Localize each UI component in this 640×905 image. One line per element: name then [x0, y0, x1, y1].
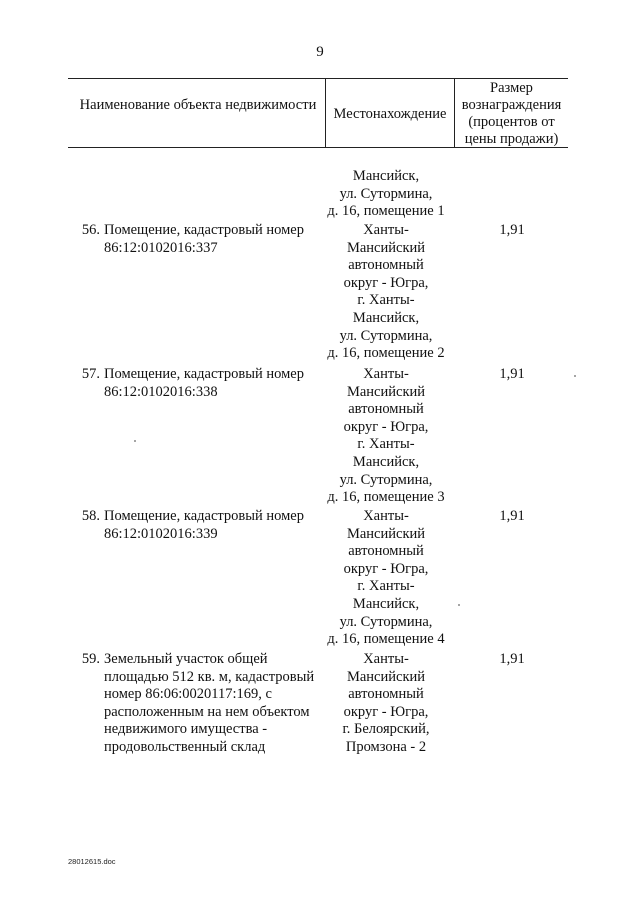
column-header-location: Местонахождение: [333, 106, 447, 122]
row-fee: 1,91: [499, 366, 525, 382]
row-object-name: Земельный участок общей площадью 512 кв. м, кадастровый номер 86:06:0020117:169, с расположенным на нем объектом недвижимого имущества - продовольственный склад: [104, 651, 315, 755]
row-number: 56.: [81, 222, 100, 238]
row-object-name: Помещение, кадастровый номер 86:12:0102016:339: [104, 508, 304, 542]
row-location: Ханты- Мансийский автономный округ - Югра, г. Ханты- Мансийск, ул. Сутормина, д. 16, помещение 4: [327, 508, 445, 648]
row-object-name: Помещение, кадастровый номер 86:12:0102016:338: [104, 366, 304, 400]
page-number: 9: [316, 44, 324, 60]
row-number: 58.: [81, 508, 100, 524]
row-number: 57.: [81, 366, 100, 382]
continuation-location: Мансийск, ул. Сутормина, д. 16, помещение 1: [327, 168, 445, 220]
scan-speck: [574, 375, 576, 377]
scan-speck: [458, 604, 460, 606]
document-filename: 28012615.doc: [68, 857, 116, 866]
row-object-name: Помещение, кадастровый номер 86:12:0102016:337: [104, 222, 304, 256]
column-header-name: Наименование объекта недвижимости: [79, 97, 317, 113]
row-location: Ханты- Мансийский автономный округ - Югра, г. Ханты- Мансийск, ул. Сутормина, д. 16, помещение 3: [327, 366, 445, 506]
row-location: Ханты- Мансийский автономный округ - Югра, г. Белоярский, Промзона - 2: [342, 651, 430, 755]
row-fee: 1,91: [499, 651, 525, 667]
row-fee: 1,91: [499, 508, 525, 524]
column-header-fee: Размер вознаграждения (процентов от цены продажи): [461, 80, 562, 147]
row-location: Ханты- Мансийский автономный округ - Югра, г. Ханты- Мансийск, ул. Сутормина, д. 16, помещение 2: [327, 222, 445, 362]
row-number: 59.: [81, 651, 100, 667]
row-fee: 1,91: [499, 222, 525, 238]
scan-speck: [134, 440, 136, 442]
table-top-rule: [68, 78, 568, 79]
